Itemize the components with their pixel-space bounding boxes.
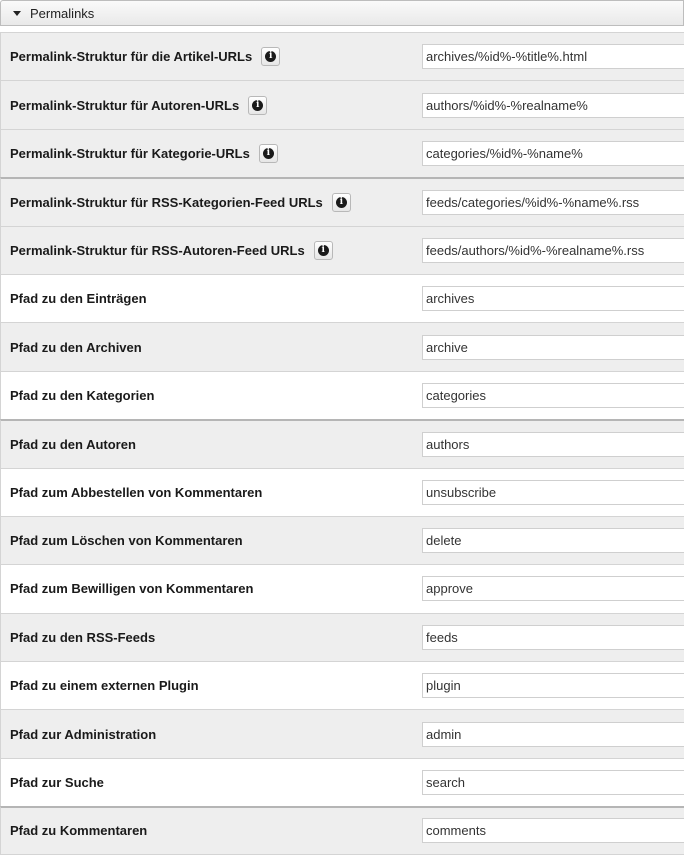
setting-input[interactable] — [422, 673, 684, 698]
setting-label: Permalink-Struktur für die Artikel-URLs — [10, 49, 253, 65]
setting-row — [0, 371, 684, 419]
setting-row — [0, 226, 684, 274]
setting-label-wrap — [10, 144, 278, 163]
setting-input[interactable] — [422, 190, 684, 215]
setting-row — [0, 806, 684, 854]
setting-row — [0, 177, 684, 225]
setting-label-wrap — [10, 823, 147, 838]
info-button[interactable] — [248, 96, 267, 115]
setting-label: Pfad zu den Archiven — [10, 339, 142, 355]
panel-title: Permalinks — [30, 5, 95, 21]
setting-label: Pfad zu den RSS-Feeds — [10, 629, 156, 645]
setting-input[interactable] — [422, 770, 684, 795]
setting-input[interactable] — [422, 335, 684, 360]
info-button[interactable] — [332, 193, 351, 212]
setting-input[interactable] — [422, 383, 684, 408]
setting-input[interactable] — [422, 576, 684, 601]
triangle-down-icon — [13, 11, 21, 16]
setting-label-wrap — [10, 96, 267, 115]
setting-label: Permalink-Struktur für Kategorie-URLs — [10, 145, 250, 161]
setting-label: Pfad zum Bewilligen von Kommentaren — [10, 581, 254, 597]
setting-row — [0, 32, 684, 80]
info-button[interactable] — [314, 241, 333, 260]
setting-row — [0, 129, 684, 177]
setting-label: Pfad zur Administration — [10, 726, 157, 742]
setting-row — [0, 468, 684, 516]
setting-row — [0, 758, 684, 806]
setting-row — [0, 516, 684, 564]
setting-label: Permalink-Struktur für RSS-Kategorien-Feed URLs — [10, 194, 323, 210]
setting-label-wrap — [10, 678, 199, 693]
setting-label: Permalink-Struktur für RSS-Autoren-Feed URLs — [10, 242, 305, 258]
setting-label-wrap — [10, 533, 243, 548]
setting-label-wrap — [10, 581, 253, 596]
info-icon: i — [336, 197, 347, 208]
setting-label-wrap — [10, 340, 142, 355]
setting-label-wrap — [10, 437, 136, 452]
setting-input[interactable] — [422, 286, 684, 311]
setting-input[interactable] — [422, 480, 684, 505]
setting-input[interactable] — [422, 432, 684, 457]
setting-label-wrap — [10, 291, 147, 306]
setting-label-wrap — [10, 47, 280, 66]
setting-label: Pfad zur Suche — [10, 775, 104, 791]
setting-row — [0, 419, 684, 467]
setting-label: Pfad zu einem externen Plugin — [10, 678, 199, 694]
setting-row — [0, 322, 684, 370]
permalink-settings-list — [0, 32, 684, 855]
setting-label: Pfad zu den Kategorien — [10, 387, 155, 403]
setting-label-wrap — [10, 485, 262, 500]
info-icon: i — [263, 148, 274, 159]
setting-label: Pfad zum Löschen von Kommentaren — [10, 533, 243, 549]
setting-label: Pfad zu den Einträgen — [10, 291, 147, 307]
setting-label-wrap — [10, 630, 155, 645]
setting-input[interactable] — [422, 93, 684, 118]
setting-input[interactable] — [422, 818, 684, 843]
setting-label-wrap — [10, 775, 104, 790]
setting-input[interactable] — [422, 722, 684, 747]
permalinks-panel-header[interactable] — [0, 0, 684, 26]
info-icon: i — [265, 51, 276, 62]
setting-label: Pfad zum Abbestellen von Kommentaren — [10, 484, 263, 500]
setting-input[interactable] — [422, 625, 684, 650]
info-icon: i — [318, 245, 329, 256]
setting-input[interactable] — [422, 44, 684, 69]
setting-label-wrap — [10, 727, 156, 742]
setting-input[interactable] — [422, 528, 684, 553]
info-icon: i — [252, 100, 263, 111]
info-button[interactable] — [261, 47, 280, 66]
setting-label: Permalink-Struktur für Autoren-URLs — [10, 97, 240, 113]
setting-label: Pfad zu den Autoren — [10, 436, 136, 452]
setting-label-wrap — [10, 388, 154, 403]
setting-label: Pfad zu Kommentaren — [10, 823, 148, 839]
setting-row — [0, 564, 684, 612]
setting-label-wrap — [10, 193, 351, 212]
setting-input[interactable] — [422, 238, 684, 263]
setting-row — [0, 613, 684, 661]
setting-label-wrap — [10, 241, 333, 260]
setting-row — [0, 709, 684, 757]
setting-input[interactable] — [422, 141, 684, 166]
setting-row — [0, 661, 684, 709]
info-button[interactable] — [259, 144, 278, 163]
setting-row — [0, 274, 684, 322]
setting-row — [0, 80, 684, 128]
